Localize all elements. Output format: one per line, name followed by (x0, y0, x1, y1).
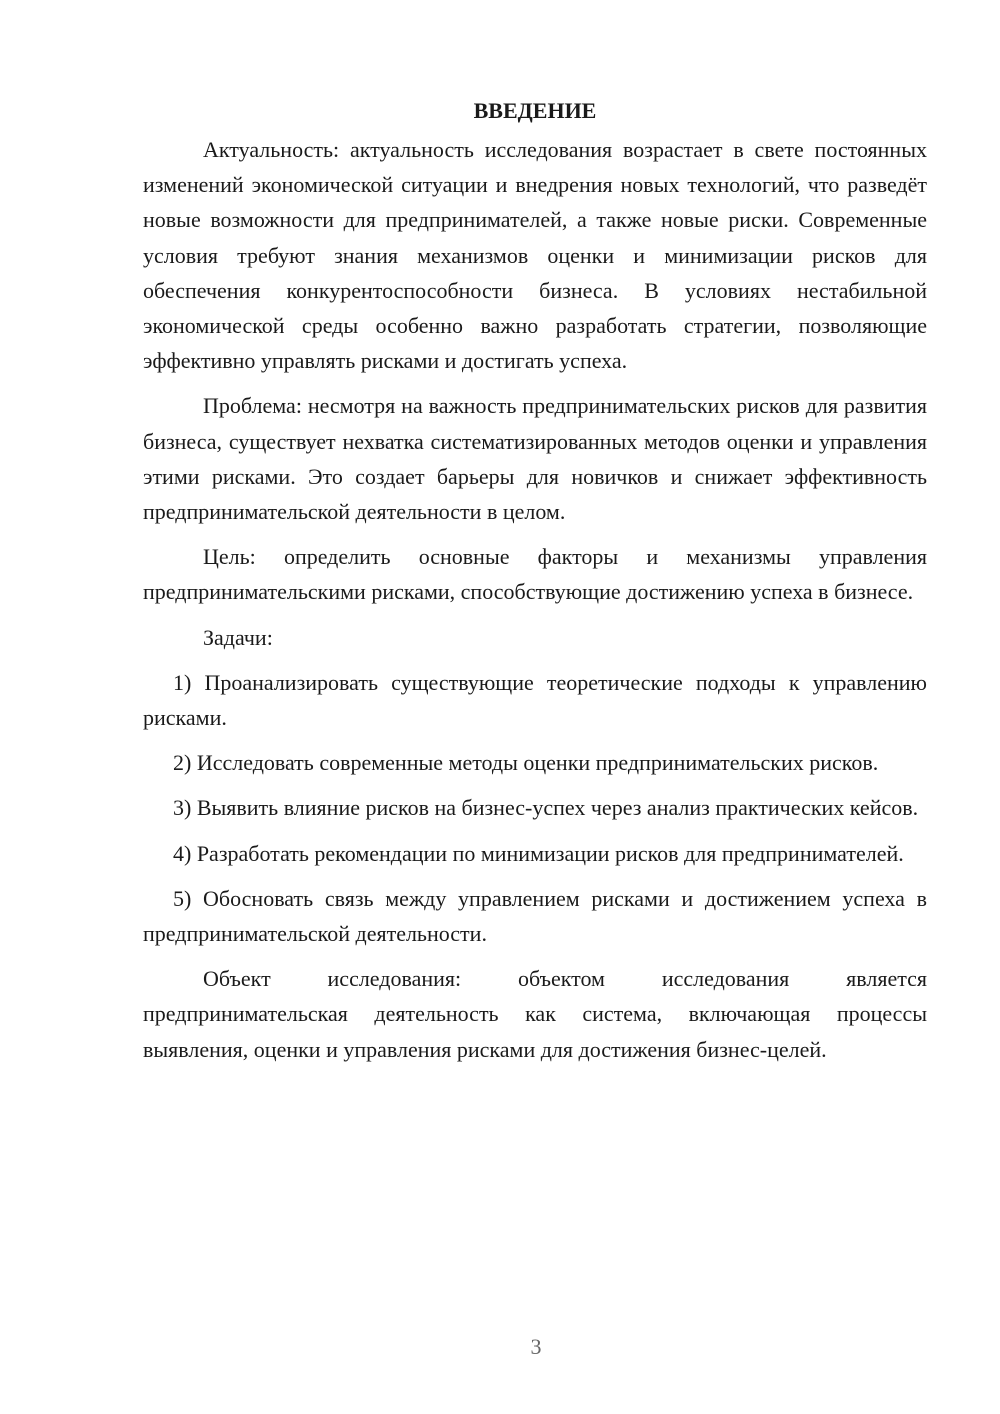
task-item: 5) Обосновать связь между управлением рисками и достижением успеха в предпринимательской деятельности. (143, 885, 927, 947)
task-item: 2) Исследовать современные методы оценки предпринимательских рисков. (173, 750, 879, 776)
task-item: 4) Разработать рекомендации по минимизации рисков для предпринимателей. (173, 840, 904, 866)
object-paragraph: Объект исследования: объектом исследования является предпринимательская деятельность как система, включающая процессы выявления, оценки и управления рисками для достижения бизнес-целей. (143, 966, 927, 1062)
goal-paragraph: Цель: определить основные факторы и механизмы управления предпринимательскими рисками, способствующие достижению успеха в бизнесе. (143, 544, 927, 605)
task-item: 1) Проанализировать существующие теоретические подходы к управлению рисками. (143, 669, 927, 731)
task-item: 3) Выявить влияние рисков на бизнес-успех через анализ практических кейсов. (173, 795, 919, 821)
section-heading: ВВЕДЕНИЕ (473, 98, 597, 123)
document-page (143, 96, 927, 1067)
relevance-paragraph: Актуальность: актуальность исследования возрастает в свете постоянных изменений экономической ситуации и внедрения новых технологий, что разведёт новые возможности для предпринимателей, а также новые риски. Современные условия требуют знания механизмов оценки и минимизации рисков для обеспечения конкурентоспособности бизнеса. В условиях нестабильной экономической среды особенно важно разработать стратегии, позволяющие эффективно управлять рисками и достигать успеха. (143, 137, 927, 374)
page-number: 3 (530, 1334, 542, 1359)
tasks-label: Задачи: (203, 624, 273, 650)
problem-paragraph: Проблема: несмотря на важность предпринимательских рисков для развития бизнеса, существует нехватка систематизированных методов оценки и управления этими рисками. Это создает барьеры для новичков и снижает эффективность предпринимательской деятельности в целом. (143, 393, 927, 525)
